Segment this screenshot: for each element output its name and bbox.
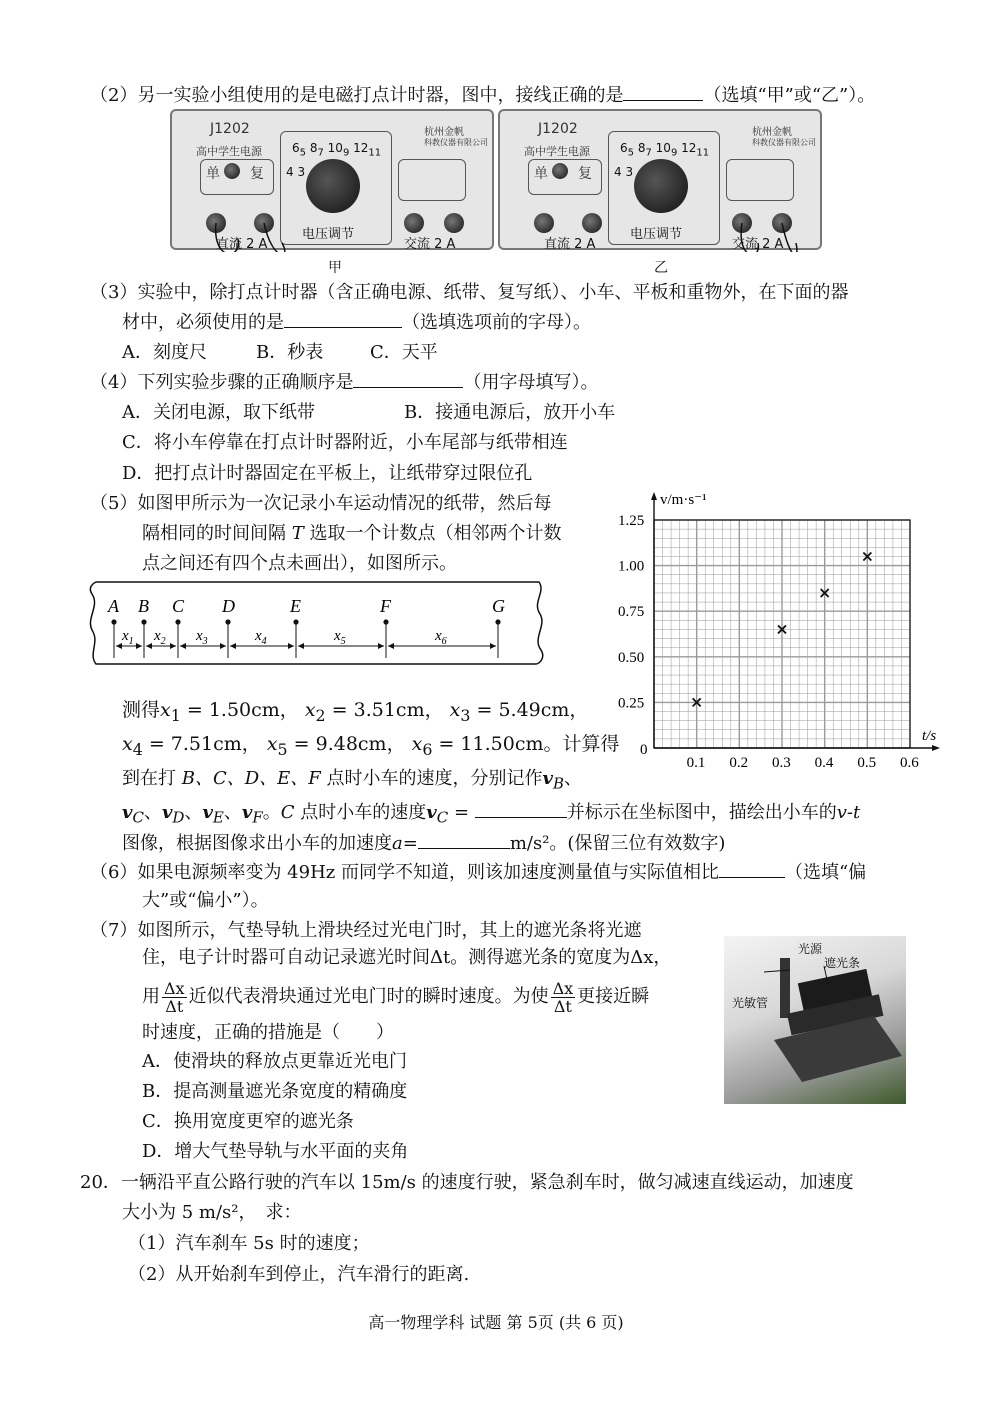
fraction: $\frac{\Delta x}{\Delta t}$ xyxy=(164,978,185,1016)
page-footer: 高一物理学科 试题 第 5页 (共 6 页) xyxy=(368,1313,624,1332)
wire-yi xyxy=(500,111,824,252)
dc-label: 直流 2 A xyxy=(216,237,268,252)
y-tick-label: 0.25 xyxy=(618,695,645,712)
panel-name: 高中学生电源 xyxy=(524,145,590,158)
q4-stem: （4）下列实验步骤的正确顺序是 （用字母填写）。 xyxy=(90,372,599,393)
tape-point-label: C xyxy=(172,596,185,616)
q7-line1: （7）如图所示，气垫导轨上滑块经过光电门时，其上的遮光条将光遮 xyxy=(90,920,642,941)
y-tick-label: 1.00 xyxy=(618,558,645,575)
q5-line2: 隔相同的时间间隔 T 选取一个计数点（相邻两个计数 xyxy=(142,523,562,544)
q3-option-b: B．秒表 xyxy=(256,342,324,363)
air-track-photo xyxy=(724,936,906,1104)
accel-answer-blank[interactable] xyxy=(418,848,510,849)
voltage-label: 电压调节 xyxy=(630,227,683,242)
x-tick-label: 0.4 xyxy=(814,755,834,771)
single-label: 单 xyxy=(534,166,548,182)
answer-blank[interactable] xyxy=(719,877,785,878)
q5-measure-1: 测得$x_1 = 1.50cm$， $x_2 = 3.51cm$， $x_3 = 5.49cm$， xyxy=(122,699,589,725)
q7-option-d: D．增大气垫导轨与水平面的夹角 xyxy=(142,1141,409,1162)
q20-sub2: （2）从开始刹车到停止，汽车滑行的距离. xyxy=(128,1264,470,1285)
tape-point-label: B xyxy=(138,596,149,616)
y-tick-label: 0.50 xyxy=(618,649,645,666)
photosensor-label: 光敏管 xyxy=(732,996,769,1010)
label-jia: 甲 xyxy=(328,260,342,276)
light-source-label: 光源 xyxy=(798,942,823,956)
panel-company: 科教仪器有限公司 xyxy=(752,138,816,147)
dial-scale: $6_5$ $8_7$ $10_9$ $12_{11}$ xyxy=(620,141,710,159)
q3-option-c: C．天平 xyxy=(370,342,438,363)
label-yi: 乙 xyxy=(654,260,668,276)
x-tick-label: 0.5 xyxy=(857,755,877,771)
q6-line2: 大”或“偏小”）。 xyxy=(142,890,269,911)
tape-dot xyxy=(495,619,500,624)
x-tick-label: 0.2 xyxy=(729,755,749,771)
power-supply-panel-yi xyxy=(498,109,822,250)
double-label: 复 xyxy=(250,166,264,182)
q3-line2: 材中，必须使用的是 （选填选项前的字母）。 xyxy=(122,312,591,333)
x-tick-label: 0.1 xyxy=(686,755,706,771)
segment-label: $x_6$ xyxy=(435,628,447,647)
y-tick-label: 1.25 xyxy=(618,513,645,529)
voltage-label: 电压调节 xyxy=(302,227,355,242)
dc-label: 直流 2 A xyxy=(544,237,596,252)
y-tick-label: 0.75 xyxy=(618,604,645,621)
segment-label: $x_1$ xyxy=(122,628,134,647)
q20-line2: 大小为 5 m/s²， 求： xyxy=(122,1202,302,1223)
tape-dot xyxy=(225,619,230,624)
q7-option-b: B．提高测量遮光条宽度的精确度 xyxy=(142,1081,408,1102)
panel-model: J1202 xyxy=(210,121,250,137)
q7-line2: 住，电子计时器可自动记录遮光时间Δt。测得遮光条的宽度为Δx， xyxy=(142,947,672,968)
tape-point-label: E xyxy=(290,596,301,616)
y-axis-label: v/m·s⁻¹ xyxy=(660,492,707,508)
tape-dot xyxy=(141,619,146,624)
panel-brand: 杭州金帆 xyxy=(424,127,464,138)
panel-brand: 杭州金帆 xyxy=(752,127,792,138)
vc-answer-blank[interactable] xyxy=(475,817,567,818)
tape-dot xyxy=(293,619,298,624)
fraction: $\frac{\Delta x}{\Delta t}$ xyxy=(552,978,574,1016)
q5-line3: 点之间还有四个点未画出），如图所示。 xyxy=(142,553,457,574)
q5-line-vc: $v_C$、$v_D$、$v_E$、$v_F$。C 点时小车的速度$v_C$ = 并标示在坐标图中，描绘出小车的v-t xyxy=(122,802,861,827)
q3-option-a: A．刻度尺 xyxy=(122,342,207,363)
q5-line1: （5）如图甲所示为一次记录小车运动情况的纸带，然后每 xyxy=(90,493,552,514)
origin-label: 0 xyxy=(640,742,648,758)
segment-label: $x_4$ xyxy=(255,628,267,647)
x-tick-label: 0.6 xyxy=(900,755,919,771)
double-label: 复 xyxy=(578,166,592,182)
x-tick-label: 0.3 xyxy=(772,755,791,771)
q20-sub1: （1）汽车刹车 5s 时的速度； xyxy=(128,1233,370,1254)
answer-blank[interactable] xyxy=(284,327,402,328)
paper-tape xyxy=(84,580,549,666)
air-track-drawing xyxy=(724,936,906,1104)
q5-measure-2: $x_4 = 7.51cm$， $x_5 = 9.48cm$， $x_6 = 11.50cm$。计算得 xyxy=(122,733,620,759)
light-shield-label: 遮光条 xyxy=(824,956,861,970)
power-supply-panel-jia xyxy=(170,109,494,250)
tape-dot xyxy=(111,619,116,624)
q4-option-b: B．接通电源后，放开小车 xyxy=(404,402,616,423)
tape-point-label: D xyxy=(222,596,235,616)
segment-label: $x_2$ xyxy=(154,628,166,647)
answer-blank[interactable] xyxy=(623,100,703,101)
q20-line1: 20．一辆沿平直公路行驶的汽车以 15m/s 的速度行驶，紧急刹车时，做匀减速直线运动，加速度 xyxy=(80,1172,854,1193)
panel-name: 高中学生电源 xyxy=(196,145,262,158)
q5-line-accel: 图像，根据图像求出小车的加速度a= m/s²。(保留三位有效数字) xyxy=(122,833,726,854)
q2-stem: （2）另一实验小组使用的是电磁打点计时器，图中，接线正确的是 （选填“甲”或“乙”）。 xyxy=(90,85,876,106)
answer-blank[interactable] xyxy=(353,387,463,388)
q4-option-d: D．把打点计时器固定在平板上，让纸带穿过限位孔 xyxy=(122,463,533,484)
ac-label: 交流 2 A xyxy=(404,237,456,252)
single-label: 单 xyxy=(206,166,220,182)
panel-company: 科教仪器有限公司 xyxy=(424,138,488,147)
tape-dot xyxy=(383,619,388,624)
ac-label: 交流 2 A xyxy=(732,237,784,252)
q6-line1: （6）如果电源频率变为 49Hz 而同学不知道，则该加速度测量值与实际值相比 （选填“偏 xyxy=(90,862,867,883)
dial-scale-low: 4 3 xyxy=(614,165,634,179)
q4-option-a: A．关闭电源，取下纸带 xyxy=(122,402,315,423)
segment-label: $x_5$ xyxy=(334,628,346,647)
q7-line4: 时速度，正确的措施是（ ） xyxy=(142,1022,394,1043)
tape-point-label: A xyxy=(108,596,119,616)
y-axis-arrow xyxy=(651,492,657,500)
x-axis-arrow xyxy=(932,745,940,751)
tape-point-label: F xyxy=(380,596,391,616)
tape-dot xyxy=(175,619,180,624)
wire-jia xyxy=(172,111,496,252)
q7-option-a: A．使滑块的释放点更靠近光电门 xyxy=(142,1051,407,1072)
q7-option-c: C．换用宽度更窄的遮光条 xyxy=(142,1111,354,1132)
segment-label: $x_3$ xyxy=(196,628,208,647)
panel-model: J1202 xyxy=(538,121,578,137)
q4-option-c: C．将小车停靠在打点计时器附近，小车尾部与纸带相连 xyxy=(122,432,568,453)
dial-scale: $6_5$ $8_7$ $10_9$ $12_{11}$ xyxy=(292,141,382,159)
v-t-chart xyxy=(604,486,944,771)
q5-line-velocity: 到在打 B、C、D、E、F 点时小车的速度，分别记作$v_B$、 xyxy=(122,768,583,793)
x-axis-label: t/s xyxy=(922,728,937,744)
tape-point-label: G xyxy=(492,596,505,616)
q7-line3: 用 $\frac{\Delta x}{\Delta t}$ 近似代表滑块通过光电门时的瞬时速度。为使 $\frac{\Delta x}{\Delta t}$ 更接近瞬 xyxy=(142,978,650,1016)
dial-scale-low: 4 3 xyxy=(286,165,306,179)
q3-line1: （3）实验中，除打点计时器（含正确电源、纸带、复写纸）、小车、平板和重物外，在下面的器 xyxy=(90,282,849,303)
